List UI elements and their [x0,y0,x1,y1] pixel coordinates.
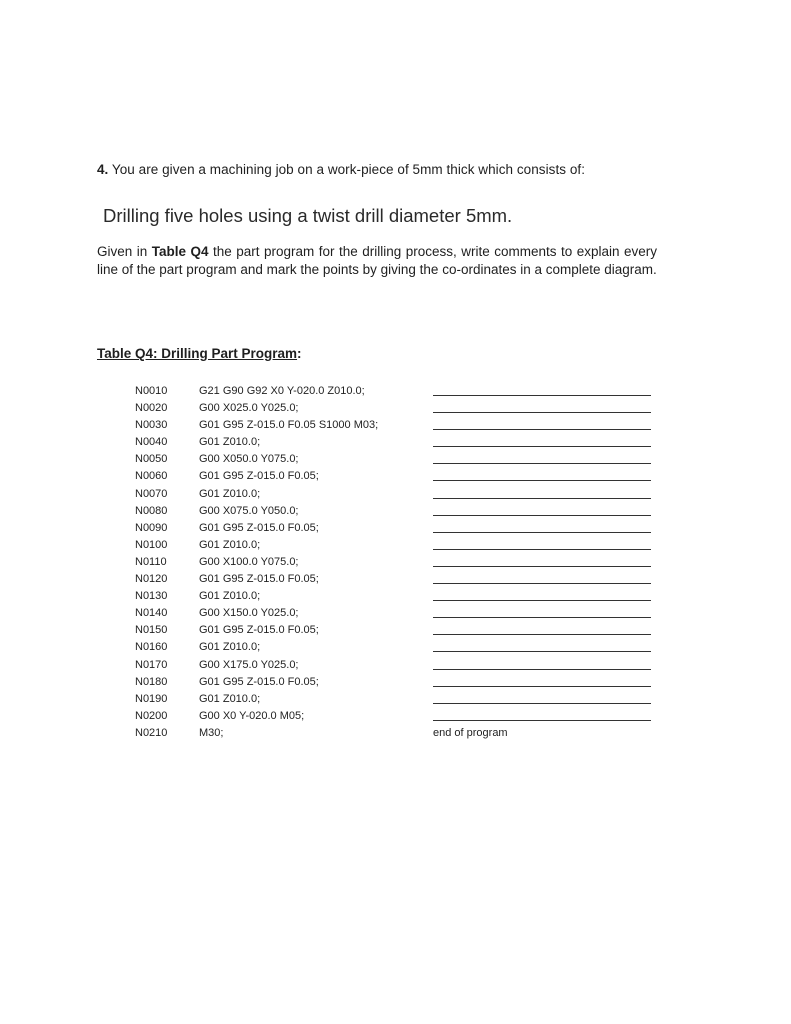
line-number: N0200 [135,709,168,722]
comment-answer-line[interactable] [433,412,651,413]
program-row [135,400,665,417]
program-row [135,588,665,605]
line-number: N0030 [135,419,168,432]
comment-answer-line[interactable] [433,549,651,550]
program-code: G01 Z010.0; [199,487,261,500]
program-code: G00 X025.0 Y025.0; [199,402,299,415]
program-row [135,468,665,485]
line-number: N0110 [135,555,167,568]
comment-answer-line[interactable] [433,395,651,396]
program-code: G01 Z010.0; [199,538,261,551]
comment-answer-line[interactable] [433,463,651,464]
program-code: G21 G90 G92 X0 Y-020.0 Z010.0; [199,385,365,397]
program-code: G01 G95 Z-015.0 F0.05 S1000 M03; [199,419,379,432]
program-code: G01 G95 Z-015.0 F0.05; [199,675,319,688]
table-reference: Table Q4 [151,244,209,259]
line-number: N0150 [135,624,168,637]
line-number: N0180 [135,675,168,688]
program-row [135,554,665,571]
task-statement: Drilling five holes using a twist drill diameter 5mm. [103,205,513,226]
instructions-paragraph [97,243,657,279]
table-title-text: Table Q4: Drilling Part Program [97,346,298,361]
comment-answer-line[interactable] [433,566,651,567]
line-number: N0010 [135,385,168,397]
question-statement [97,162,585,177]
program-code: G00 X050.0 Y075.0; [199,453,299,466]
program-row [135,622,665,639]
program-code: G00 X100.0 Y075.0; [199,555,299,568]
program-row [135,725,665,742]
program-code: G01 Z010.0; [199,590,261,603]
program-row [135,383,665,400]
program-code: G00 X175.0 Y025.0; [199,658,299,671]
program-row [135,657,665,674]
comment-answer-line[interactable] [433,515,651,516]
program-row [135,434,665,451]
program-code: G01 G95 Z-015.0 F0.05; [199,624,319,637]
table-title-suffix: : [297,346,302,361]
program-code: G01 Z010.0; [199,692,261,705]
program-row [135,520,665,537]
line-number: N0020 [135,402,168,415]
comment-answer-line[interactable] [433,669,651,670]
line-comment: end of program [433,726,508,739]
line-number: N0090 [135,521,168,534]
comment-answer-line[interactable] [433,600,651,601]
line-number: N0160 [135,641,168,654]
line-number: N0140 [135,607,168,620]
program-row [135,537,665,554]
line-number: N0080 [135,504,168,517]
line-number: N0040 [135,436,168,449]
comment-answer-line[interactable] [433,583,651,584]
program-row [135,486,665,503]
program-code: G00 X075.0 Y050.0; [199,504,299,517]
line-number: N0190 [135,692,168,705]
comment-answer-line[interactable] [433,446,651,447]
comment-answer-line[interactable] [433,429,651,430]
part-program-table [135,383,665,742]
program-row [135,503,665,520]
comment-answer-line[interactable] [433,703,651,704]
program-row [135,417,665,434]
program-row [135,708,665,725]
program-code: G01 G95 Z-015.0 F0.05; [199,470,319,483]
line-number: N0070 [135,487,168,500]
question-text: You are given a machining job on a work-piece of 5mm thick which consists of: [108,162,586,177]
program-row [135,691,665,708]
comment-answer-line[interactable] [433,651,651,652]
comment-answer-line[interactable] [433,480,651,481]
comment-answer-line[interactable] [433,532,651,533]
question-number: 4. [97,162,109,177]
instructions-after: the part program for the drilling process, write comments to explain every line of the part program and mark the points by giving the co-ordinates in a complete diagram. [97,244,658,277]
table-title [97,346,302,361]
line-number: N0050 [135,453,168,466]
program-code: M30; [199,726,224,739]
line-number: N0060 [135,470,168,483]
program-row [135,605,665,622]
program-code: G01 G95 Z-015.0 F0.05; [199,573,319,586]
program-row [135,571,665,588]
program-row [135,451,665,468]
line-number: N0120 [135,573,168,586]
program-code: G00 X150.0 Y025.0; [199,607,299,620]
comment-answer-line[interactable] [433,634,651,635]
program-code: G00 X0 Y-020.0 M05; [199,709,305,722]
program-code: G01 Z010.0; [199,641,261,654]
line-number: N0130 [135,590,168,603]
line-number: N0100 [135,538,168,551]
instructions-before: Given in [97,244,152,259]
line-number: N0170 [135,658,168,671]
program-row [135,639,665,656]
comment-answer-line[interactable] [433,686,651,687]
program-row [135,674,665,691]
program-code: G01 Z010.0; [199,436,261,449]
line-number: N0210 [135,726,168,739]
comment-answer-line[interactable] [433,720,651,721]
program-code: G01 G95 Z-015.0 F0.05; [199,521,319,534]
comment-answer-line[interactable] [433,617,651,618]
comment-answer-line[interactable] [433,498,651,499]
